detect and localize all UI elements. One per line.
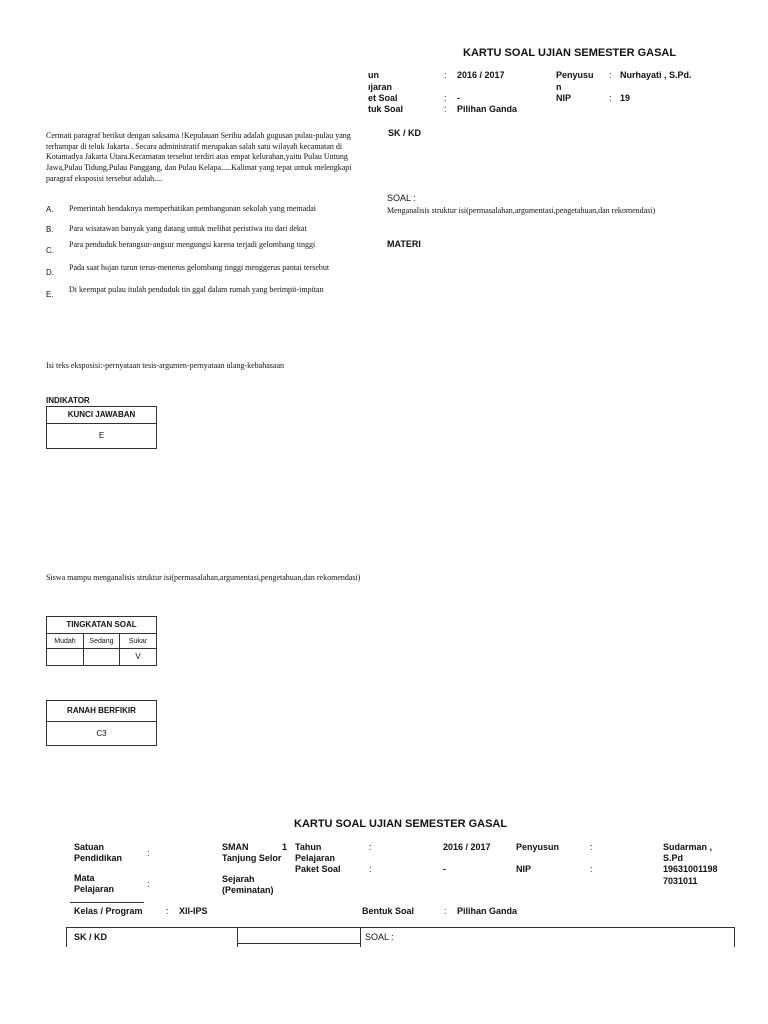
tingkatan-val-mudah	[46, 648, 84, 666]
tahun-value: 2016 / 2017	[443, 842, 491, 852]
soal-label: SOAL :	[387, 193, 416, 203]
bentuk-sep: :	[444, 906, 447, 916]
card2-table-inner-line	[237, 943, 360, 944]
indikator-text: Siswa mampu menganalisis struktur isi(permasalahan,argumentasi,pengetahuan,dan rekomendasi)	[46, 573, 361, 582]
option-d-letter: D.	[46, 268, 54, 277]
nip-label: NIP	[556, 93, 572, 103]
penyusun-sep: :	[590, 842, 593, 852]
card1-title: KARTU SOAL UJIAN SEMESTER GASAL	[463, 47, 677, 59]
nip-sep: :	[609, 93, 612, 103]
option-b-letter: B.	[46, 225, 54, 234]
nip-value-2: 7031011	[663, 876, 698, 886]
option-e-letter: E.	[46, 290, 54, 299]
paket-sep: :	[369, 864, 372, 874]
nip-value: 19631001198	[663, 864, 718, 874]
bentuk-label: tuk Soal	[368, 104, 404, 114]
tahun-label: un	[368, 70, 379, 80]
materi-text: Isi teks eksposisi:-pernyataan tesis-argumen-pernyataan ulang-kebahasaan	[46, 361, 284, 370]
mapel-sep: :	[147, 879, 150, 889]
nip-label: NIP	[516, 864, 532, 874]
satuan-value-num: 1	[282, 842, 288, 852]
nip-value: 19	[620, 93, 631, 103]
kelas-underline	[70, 902, 144, 903]
indikator-label: INDIKATOR	[46, 396, 90, 405]
bentuk-sep: :	[444, 104, 447, 114]
pelajaran-label: Pelajaran	[295, 853, 336, 863]
mapel-value: Sejarah	[222, 874, 255, 884]
paket-label: Paket Soal	[295, 864, 341, 874]
penyusun-value-2: S.Pd	[663, 853, 684, 863]
option-a-text: Pemerintah hendaknya memperhatikan pembangunan sekolah yang memadai	[69, 204, 317, 213]
kunci-jawaban-value: E	[46, 423, 157, 449]
satuan-value: SMAN	[222, 842, 249, 852]
satuan-sep: :	[147, 848, 150, 858]
question-text: Cermati paragraf berikut dengan saksama !Kepulauan Seribu adalah gugusan pulau-pulau yang terhampar di teluk Jakarta . Secara administratif merupakan salah satu wilayah kecamatan di Kotamadya Jakarta Utara.Kecamatan tersebut terdiri atas empat kelurahan,yaitu Pulau Untung Jawa,Pulau Tidung,Pulau Panggang, dan Pulau Kelapa.....Kalimat yang tepat untuk melengkapi paragraf eksposisi tersebut adalah....	[46, 131, 352, 183]
card2-table-divider-1	[237, 927, 238, 947]
paket-value: -	[457, 93, 460, 103]
option-c-text: Para penduduk berangsur-angsur mengungsi karena terjadi gelombang tinggi	[69, 240, 316, 249]
penyusun-value: Nurhayati , S.Pd.	[620, 70, 692, 80]
nip-sep: :	[590, 864, 593, 874]
card2-title: KARTU SOAL UJIAN SEMESTER GASAL	[294, 818, 508, 830]
card2-sk-kd-label: SK / KD	[74, 932, 108, 942]
option-e-text: Di keempat pulau itulah penduduk tin ggal dalam rumah yang berimpit-impitan	[69, 285, 324, 294]
soal-text: Menganalisis struktur isi(permasalahan,argumentasi,pengetahuan,dan rekomendasi)	[387, 206, 656, 215]
tingkatan-col-mudah: Mudah	[46, 633, 84, 649]
card2-soal-label: SOAL :	[365, 932, 394, 942]
tahun-sep: :	[444, 70, 447, 80]
penyusun-sep: :	[609, 70, 612, 80]
bentuk-label: Bentuk Soal	[362, 906, 415, 916]
pelajaran-label: ıjaran	[368, 82, 393, 92]
mapel-value-2: (Peminatan)	[222, 885, 274, 895]
option-d-text: Pada saat hujan turun terus-menerus gelombang tinggi menggerus pantai tersebut	[69, 263, 330, 272]
kunci-jawaban-header: KUNCI JAWABAN	[46, 406, 157, 424]
tahun-value: 2016 / 2017	[457, 70, 505, 80]
mapel-label: Mata	[74, 873, 95, 883]
option-c-letter: C.	[46, 246, 54, 255]
paket-label: et Soal	[368, 93, 398, 103]
ranah-berfikir-header: RANAH BERFIKIR	[46, 700, 157, 722]
penyusun-label: Penyusun	[516, 842, 560, 852]
satuan-value-2: Tanjung Selor	[222, 853, 282, 863]
tingkatan-col-sukar: Sukar	[119, 633, 157, 649]
tingkatan-col-sedang: Sedang	[83, 633, 120, 649]
tingkatan-val-sedang	[83, 648, 120, 666]
paket-sep: :	[444, 93, 447, 103]
tingkatan-soal-header: TINGKATAN SOAL	[46, 616, 157, 634]
kelas-label: Kelas / Program	[74, 906, 143, 916]
penyusun-label: Penyusu	[556, 70, 594, 80]
satuan-label: Satuan	[74, 842, 105, 852]
penyusun-label-2: n	[556, 82, 562, 92]
kelas-value: XII-IPS	[179, 906, 208, 916]
pendidikan-label: Pendidikan	[74, 853, 123, 863]
kelas-sep: :	[166, 906, 169, 916]
card2-table-frame	[66, 927, 735, 947]
option-a-letter: A.	[46, 205, 54, 214]
materi-label: MATERI	[387, 239, 421, 249]
bentuk-value: Pilihan Ganda	[457, 104, 518, 114]
penyusun-value: Sudarman ,	[663, 842, 713, 852]
ranah-berfikir-value: C3	[46, 721, 157, 746]
mapel-label-2: Pelajaran	[74, 884, 115, 894]
paket-value: -	[443, 864, 446, 874]
sk-kd-label: SK / KD	[388, 128, 422, 138]
option-b-text: Para wisatawan banyak yang datang untuk melihat peristiwa itu dari dekat	[69, 224, 307, 233]
tingkatan-val-sukar: V	[119, 648, 157, 666]
card2-table-divider-2	[360, 927, 361, 947]
tahun-label: Tahun	[295, 842, 322, 852]
tahun-sep: :	[369, 842, 372, 852]
bentuk-value: Pilihan Ganda	[457, 906, 518, 916]
